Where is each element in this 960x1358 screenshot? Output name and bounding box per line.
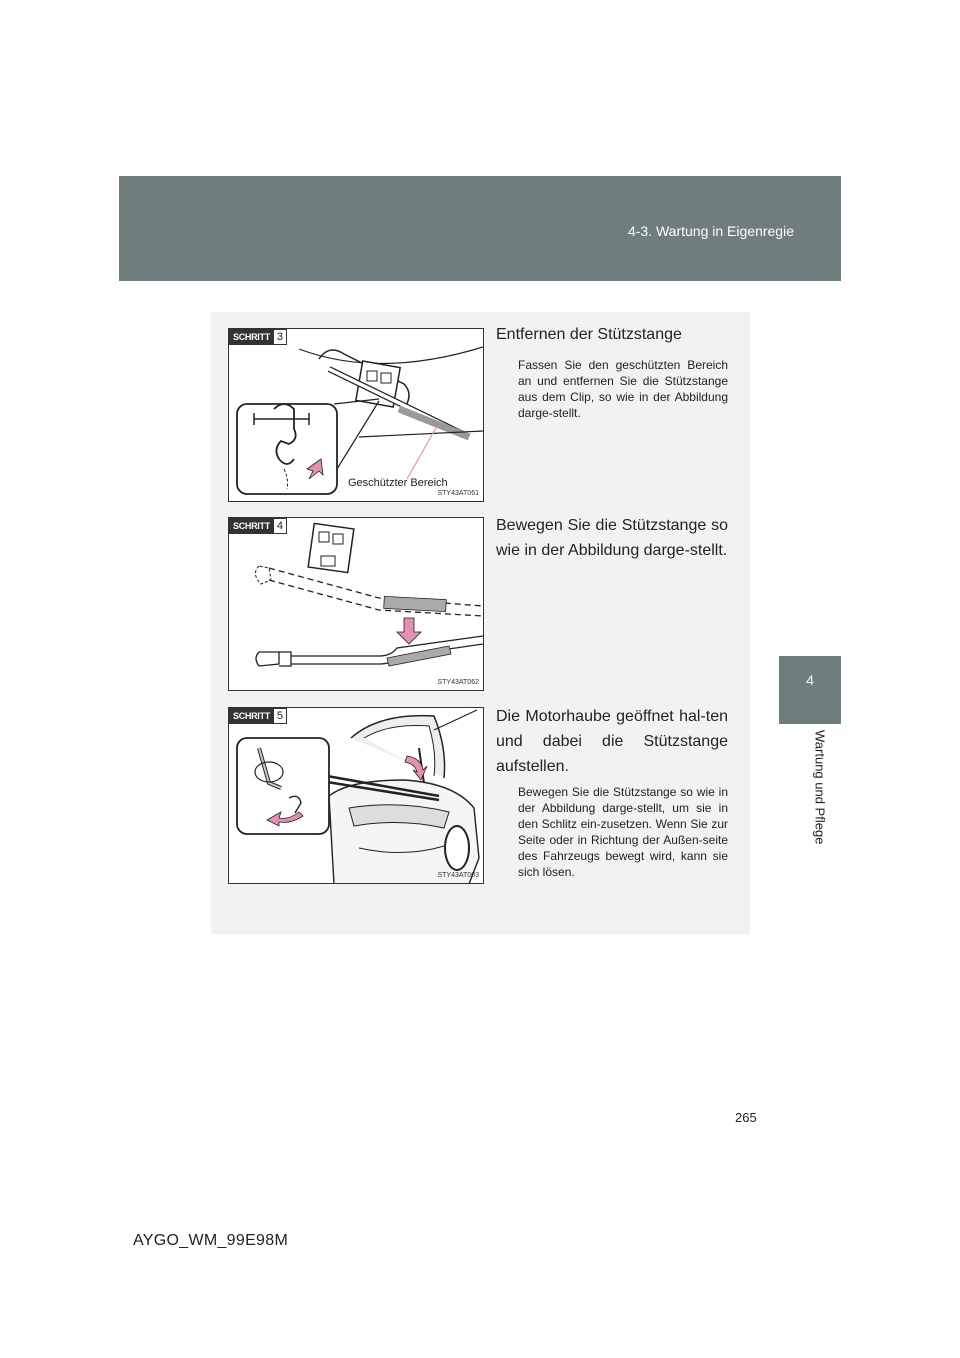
- chapter-label-wrap: [810, 730, 830, 870]
- step-3-title: Entfernen der Stützstange: [496, 326, 682, 343]
- figure-code: STY43AT061: [437, 490, 479, 497]
- section-header: [119, 176, 841, 281]
- chapter-number: 4: [806, 672, 814, 688]
- step-4-title: Bewegen Sie die Stützstange so wie in der Abbildung darge-stellt.: [496, 517, 728, 559]
- section-title: 4-3. Wartung in Eigenregie: [627, 223, 794, 239]
- step-badge: [229, 518, 287, 534]
- step-badge: [229, 708, 287, 724]
- step-badge-label: SCHRITT: [229, 518, 274, 534]
- step-badge-number: 4: [274, 518, 287, 534]
- rod-illustration: [229, 518, 484, 691]
- step-5-description: Bewegen Sie die Stützstange so wie in der Abbildung darge-stellt, um sie in den Schlitz ein-zusetzen. Wenn Sie zur Seite oder in Richtung der Außen-seite des Fahrzeugs bewegt wird, kann sie sich lösen.: [518, 785, 728, 879]
- chapter-tab: [779, 656, 841, 724]
- figure-step-4: [228, 517, 484, 691]
- step-badge-number: 3: [274, 329, 287, 345]
- document-id: AYGO_WM_99E98M: [133, 1232, 289, 1249]
- step-badge-number: 5: [274, 708, 287, 724]
- hood-illustration: [229, 708, 484, 884]
- step-badge-label: SCHRITT: [229, 329, 274, 345]
- step-badge-label: SCHRITT: [229, 708, 274, 724]
- figure-code: STY43AT003: [437, 872, 479, 879]
- step-3-description: Fassen Sie den geschützten Bereich an und entfernen Sie die Stützstange aus dem Clip, so wie in der Abbildung darge-stellt.: [518, 358, 728, 420]
- figure-step-3: [228, 328, 484, 502]
- figure-code: STY43AT062: [437, 679, 479, 686]
- step-badge: [229, 329, 287, 345]
- figure-step-5: [228, 707, 484, 884]
- chapter-label: Wartung und Pflege: [812, 730, 828, 845]
- step-5-title: Die Motorhaube geöffnet hal-ten und dabei die Stützstange aufstellen.: [496, 708, 728, 775]
- page-number: 265: [735, 1110, 757, 1125]
- protected-area-label: Geschützter Bereich: [348, 477, 448, 489]
